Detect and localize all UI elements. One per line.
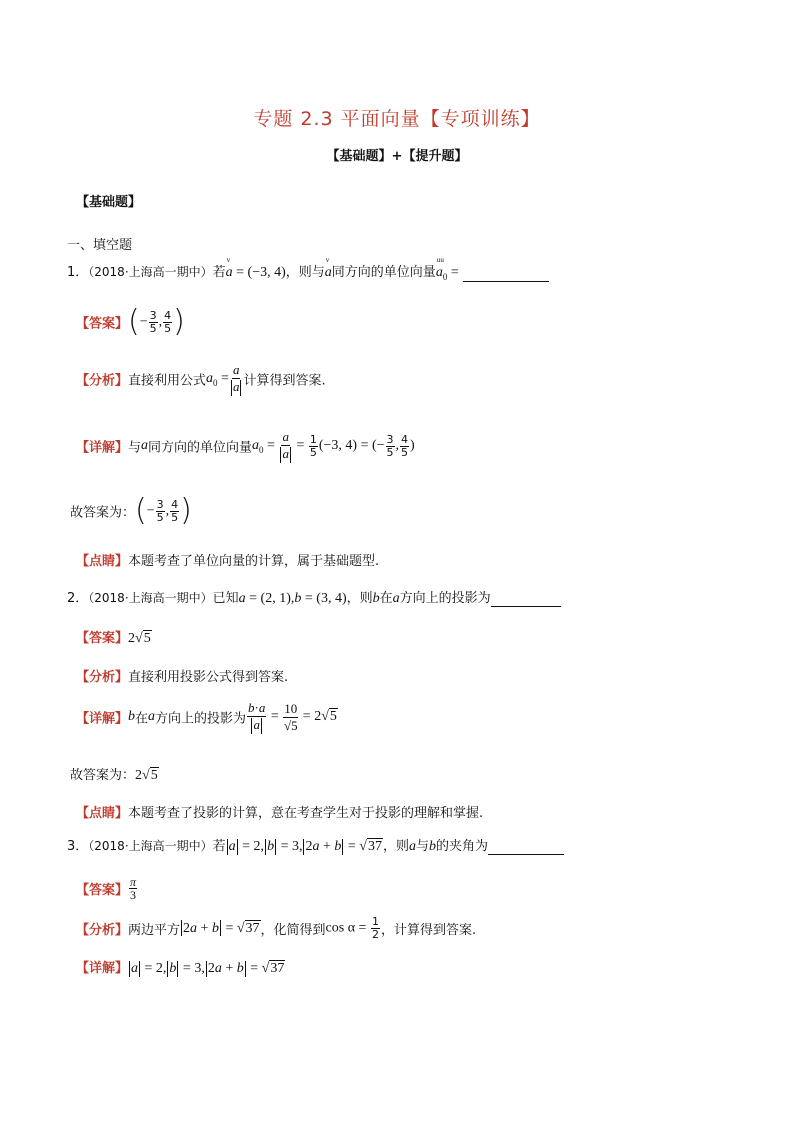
detail-row-3: 【详解】 a = 2, b = 3, 2a + b = √37 [76,961,285,976]
detail-row-1: 【详解】与a同方向的单位向量$a_0$ = $\frac{a}{a}$ = $\frac{1}{5}$ (−3, 4) = (− $\frac{3}{5}$ , $\frac{4}{5}$ ) [76,429,415,463]
answer-tag: 【答案】 [76,631,129,646]
detail-row-2: 【详解】b在a方向上的投影为 $\frac{b\cdot a}{a}$ = $\frac{10}{√5}$ = 2√5 [76,700,337,733]
question-number: 1． [67,265,89,280]
part-heading: 一、填空题 [67,238,133,253]
comment-tag: 【点睛】 [76,806,129,821]
question-3: 3．（2018·上海高一期中）若 a = 2, b = 3, 2a + b = √37，则a与b的夹角为 [67,835,564,855]
answer-row-3: 【答案】 $\frac{\pi}{3}$ [76,875,137,902]
unit-vector-a0: uu a [435,256,444,280]
analysis-row-2: 【分析】直接利用投影公式得到答案. [76,670,289,685]
answer-blank [463,267,549,282]
analysis-row-3: 【分析】两边平方 2a + b = √37，化简得到cos α = $\frac{1}{2}$ ，计算得到答案. [76,915,477,941]
section-label: 【基础题】 [76,195,142,210]
answer-tag: 【答案】 [76,883,129,898]
question-2: 2．（2018·上海高一期中）已知a = (2, 1),b = (3, 4)，则b在a方向上的投影为 [67,587,561,607]
question-source: （2018·上海高一期中） [88,265,213,279]
comment-tag: 【点睛】 [76,554,129,569]
page-subtitle: 【基础题】+【提升题】 [326,149,468,164]
answer-row-1: 【答案】(− $\frac{3}{5}$ , $\frac{4}{5}$ ) [76,304,185,339]
vector-a: v a [324,256,332,280]
comment-row-2: 【点睛】本题考查了投影的计算，意在考查学生对于投影的理解和掌握. [76,806,484,821]
analysis-row-1: 【分析】直接利用公式$a_0$ = $\frac{a}{a}$ 计算得到答案. [76,362,326,396]
question-1: 1．（2018·上海高一期中）若 v a = (−3, 4)，则与 v a同方向的单位向量 uu $a_0$ = [67,261,549,282]
answer-blank [491,592,561,607]
analysis-tag: 【分析】 [76,923,129,938]
answer-row-2: 【答案】2√5 [76,631,151,646]
comment-row-1: 【点睛】本题考查了单位向量的计算，属于基础题型. [76,554,380,569]
detail-tag: 【详解】 [76,711,129,727]
question-number: 3． [67,839,89,854]
conclusion-row-1: 故答案为：(− $\frac{3}{5}$ , $\frac{4}{5}$ ) [70,493,192,528]
detail-tag: 【详解】 [76,961,129,976]
question-source: （2018·上海高一期中） [88,839,213,853]
detail-tag: 【详解】 [76,440,129,456]
vector-a: v a [225,256,233,280]
conclusion-row-2: 故答案为：2√5 [70,768,158,783]
question-number: 2． [67,591,89,606]
answer-tag: 【答案】 [76,316,129,332]
analysis-tag: 【分析】 [76,670,129,685]
analysis-tag: 【分析】 [76,373,129,389]
page-title: 专题 2.3 平面向量【专项训练】 [253,108,541,130]
question-source: （2018·上海高一期中） [88,591,213,605]
answer-blank [488,840,564,855]
